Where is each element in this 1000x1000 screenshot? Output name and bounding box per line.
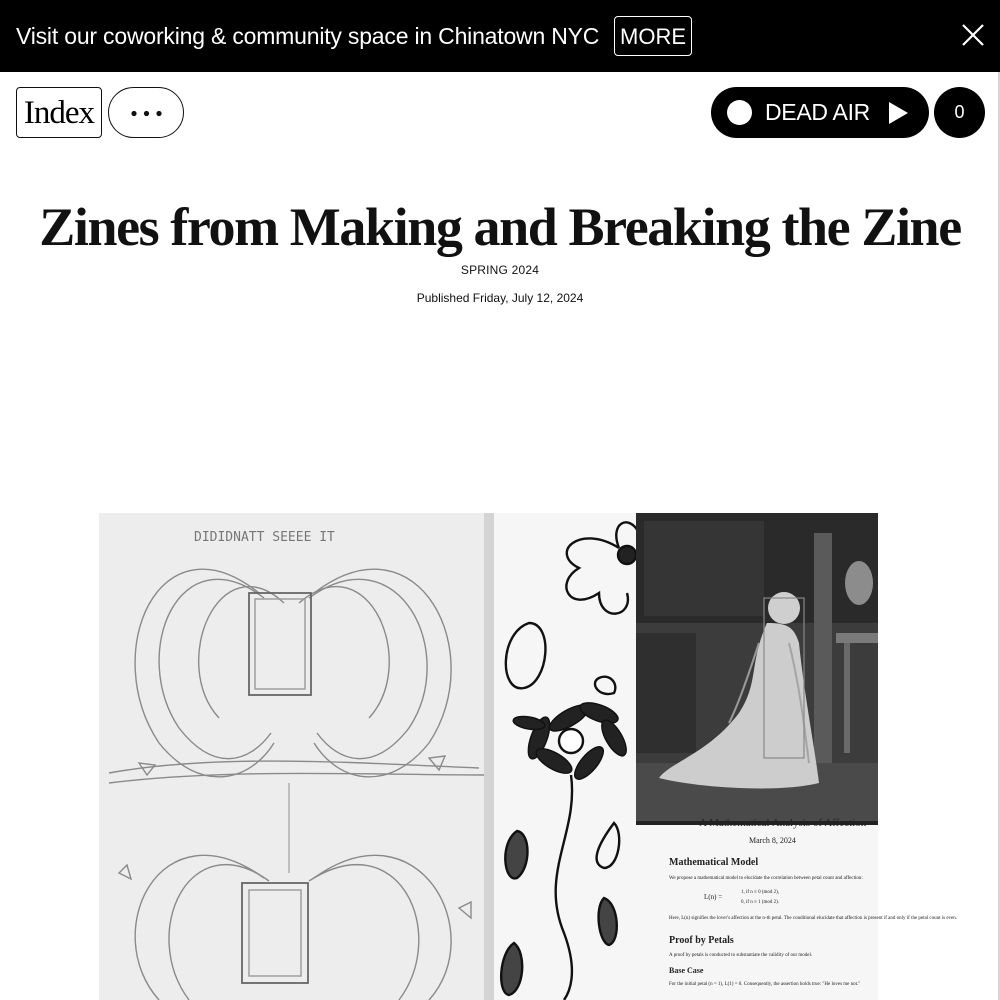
zine-spread-image <box>99 513 958 1000</box>
radio-station-label: DEAD AIR <box>765 99 870 125</box>
index-button[interactable]: Index <box>16 87 102 138</box>
cart-count-button[interactable]: 0 <box>934 87 985 138</box>
radio-player-button[interactable] <box>711 87 929 138</box>
svg-text:Here, L(n) signifies the lover: Here, L(n) signifies the lover's affection at the n-th petal. The conditional elucidate that affection is present if and only if the petal count is even. <box>669 916 958 921</box>
vintage-photograph <box>636 513 878 825</box>
announcement-banner <box>0 0 1000 72</box>
svg-text:We propose a mathematical mode: We propose a mathematical model to elucidate the correlation between petal count and affection: <box>669 876 863 881</box>
svg-text:0, if n ≡ 1 (mod 2).: 0, if n ≡ 1 (mod 2). <box>741 900 780 905</box>
svg-text:Base Case: Base Case <box>669 966 704 975</box>
live-dot-icon <box>727 100 752 125</box>
banner-more-button[interactable]: MORE <box>614 16 692 56</box>
sketch-handwriting: DIDIDNATT SEEEE IT <box>194 530 335 545</box>
page-title: Zines from Making and Breaking the Zine <box>39 197 961 257</box>
svg-text:For the initial petal (n = 1),: For the initial petal (n = 1), L(1) = 0. Consequently, the assertion holds true: "He loves me not." <box>669 982 861 987</box>
ellipsis-icon <box>109 88 185 139</box>
close-icon[interactable] <box>958 20 988 50</box>
svg-text:A Mathematical Analysis of Aff: A Mathematical Analysis of Affection <box>699 817 867 829</box>
published-date: Published Friday, July 12, 2024 <box>416 291 584 305</box>
issue-season: SPRING 2024 <box>460 263 540 277</box>
svg-text:Proof by Petals: Proof by Petals <box>669 935 734 946</box>
svg-text:March 8, 2024: March 8, 2024 <box>749 836 796 845</box>
more-menu-button[interactable] <box>108 87 184 138</box>
svg-text:A proof by petals is conducted: A proof by petals is conducted to substantiate the validity of our model. <box>669 953 813 958</box>
svg-text:Mathematical Model: Mathematical Model <box>669 857 759 868</box>
svg-text:L(n) =: L(n) = <box>704 893 723 901</box>
banner-text: Visit our coworking & community space in Chinatown NYC <box>16 23 600 49</box>
svg-text:1, if n ≡ 0 (mod 2),: 1, if n ≡ 0 (mod 2), <box>741 890 780 895</box>
play-icon[interactable] <box>887 101 909 125</box>
